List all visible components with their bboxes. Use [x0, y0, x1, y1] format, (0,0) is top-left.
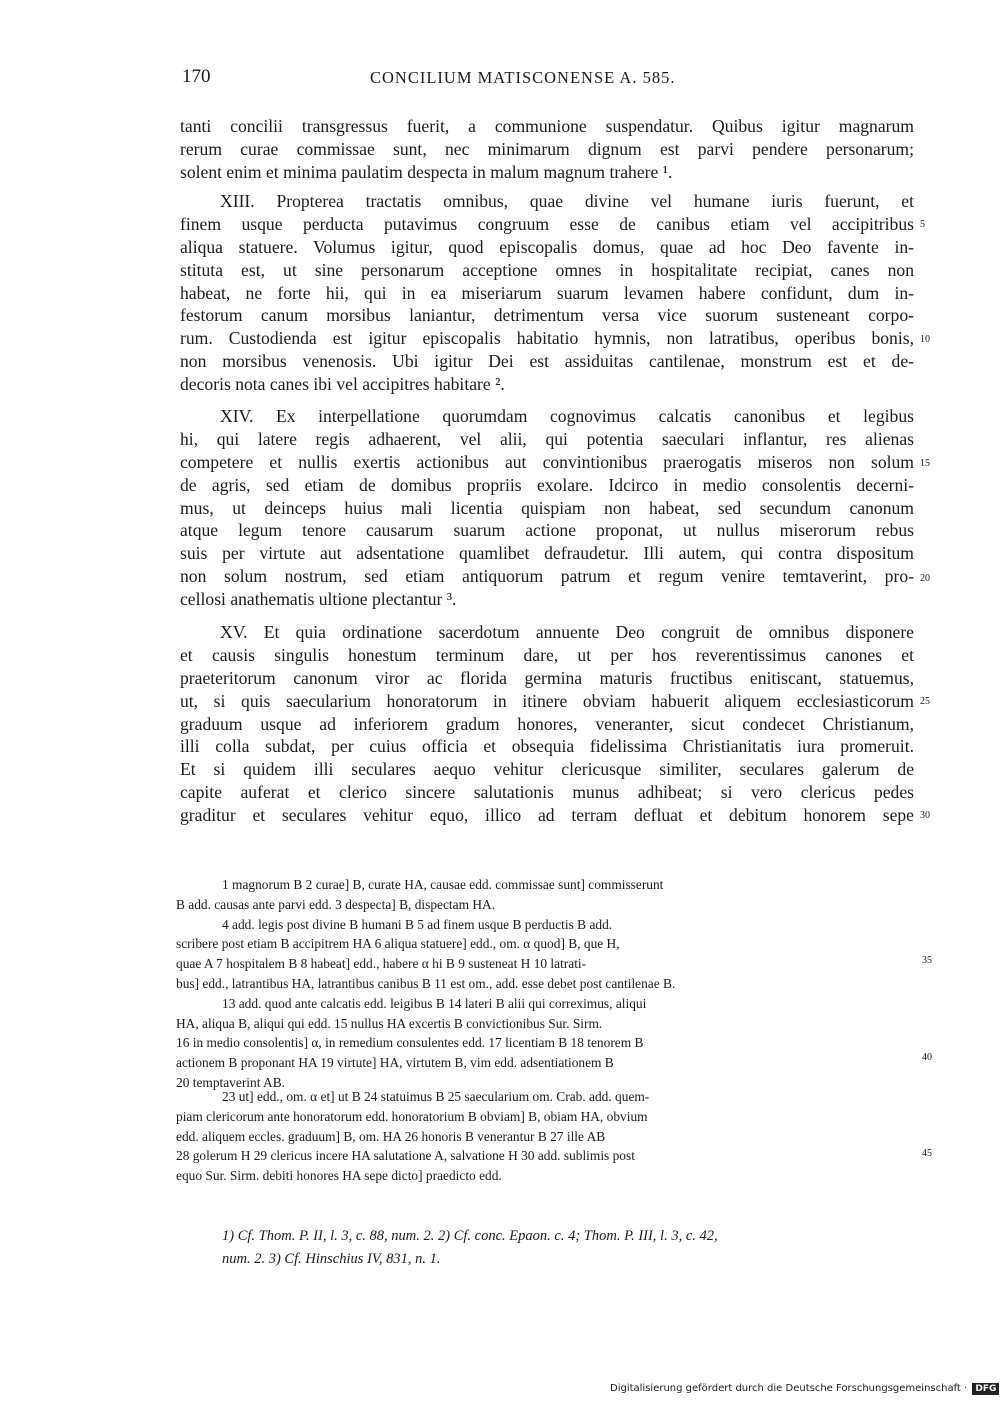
apparatus-line: bus] edd., latrantibus HA, latrantibus canibus B 11 est om., add. esse debet post cantilenae B.	[176, 975, 676, 991]
apparatus-line: 16 in medio consolentis] α, in remedium consulentes edd. 17 licentiam B 18 tenorem B	[176, 1035, 644, 1051]
text-line: hi, qui latere regis adhaerent, vel alii, qui potentia saeculari inflantur, res alienas	[180, 428, 914, 449]
line-number: 30	[920, 810, 930, 821]
apparatus-line: scribere post etiam B accipitrem HA 6 aliqua statuere] edd., om. α quod] B, que H,	[176, 936, 620, 952]
line-number: 25	[920, 696, 930, 707]
text-line: decoris nota canes ibi vel accipitres habitare ².	[180, 374, 505, 395]
text-line: atque legum tenore causarum suarum actione proponat, ut nullus miserorum rebus	[180, 520, 914, 541]
apparatus-line: 23 ut] edd., om. α et] ut B 24 statuimus B 25 saecularium om. Crab. add. quem-	[222, 1089, 650, 1104]
footnote-line: 1) Cf. Thom. P. II, l. 3, c. 88, num. 2. 2) Cf. conc. Epaon. c. 4; Thom. P. III, l. 3, c. 42,	[222, 1228, 718, 1244]
apparatus-line: B add. causas ante parvi edd. 3 despecta] B, dispectam HA.	[176, 896, 496, 912]
text-line: graditur et seculares vehitur equo, illico ad terram defluat et debitum honorem sepe	[180, 805, 914, 826]
critical-apparatus-2	[176, 1087, 914, 1186]
paragraph-xiii	[180, 190, 914, 396]
text-line: ut, si quis saecularium honoratorum in itinere obviam habuerit aliquem ecclesiasticorum	[180, 690, 914, 711]
text-line: de agris, sed etiam de domibus propriis exolare. Idcirco in medio consolentis decerni-	[180, 474, 914, 495]
text-line: mus, ut deinceps huius mali licentia quispiam non habeat, sed secundum canonum	[180, 497, 914, 518]
text-line: suis per virtute aut adsentatione quamlibet defraudetur. Illi autem, qui contra dispositum	[180, 543, 914, 564]
text-line: non morsibus venenosis. Ubi igitur Dei est assiduitas cantilenae, monstrum est et de-	[180, 351, 914, 372]
text-line: capite auferat et clerico sincere salutationis munus adhibeat; si vero clericus pedes	[180, 782, 914, 803]
text-line: rum. Custodienda est igitur episcopalis habitatio hymnis, non latratibus, operibus bonis,	[180, 328, 914, 349]
text-line: festorum canum morsibus laniantur, detrimentum versa vice suorum susteneant corpo-	[180, 305, 914, 326]
line-number: 15	[920, 458, 930, 469]
text-line: rerum curae commissae sunt, nec minimarum dignum est parvi pendere personarum;	[180, 138, 914, 159]
apparatus-line-number: 35	[922, 955, 932, 966]
text-line: finem usque perducta putavimus congruum esse de canibus etiam vel accipitribus	[180, 213, 914, 234]
text-line: non solum nostrum, sed etiam antiquorum patrum et regum venire temtaverint, pro-	[180, 566, 914, 587]
apparatus-line: edd. aliquem eccles. graduum] B, om. HA 26 honoris B venerantur B 27 ille AB	[176, 1128, 606, 1144]
digitization-credit	[610, 1382, 995, 1396]
apparatus-line: HA, aliqua B, aliqui qui edd. 15 nullus HA excertis B convictionibus Sur. Sirm.	[176, 1015, 603, 1031]
credit-text: Digitalisierung gefördert durch die Deutsche Forschungsgemeinschaft ·	[610, 1383, 968, 1394]
text-line: competere et nullis exertis actionibus aut convintionibus praerogatis miseros non solum	[180, 451, 914, 472]
dfg-logo: DFG	[972, 1383, 999, 1395]
text-line: illi colla subdat, per cuius officia et obsequia fidelissima Christianitatis iura promeruit.	[180, 736, 914, 757]
text-line: graduum usque ad inferiorem gradum honores, veneranter, sicut condecet Christianum,	[180, 713, 914, 734]
text-line: XIV. Ex interpellatione quorumdam cognovimus calcatis canonibus et legibus	[220, 406, 914, 426]
apparatus-line: 28 golerum H 29 clericus incere HA salutatione A, salvatione H 30 add. sublimis post	[176, 1148, 635, 1164]
text-line: stituta est, ut sine personarum acceptione omnes in hospitalitate recipiat, canes non	[180, 259, 914, 280]
apparatus-line: 20 temptaverint AB.	[176, 1074, 285, 1090]
text-line: cellosi anathematis ultione plectantur ³.	[180, 589, 457, 610]
critical-apparatus-1	[176, 875, 914, 1093]
page-number: 170	[182, 66, 211, 87]
text-line: Et si quidem illi seculares aequo vehitur clericusque similiter, seculares galerum de	[180, 759, 914, 780]
apparatus-line: 1 magnorum B 2 curae] B, curate HA, causae edd. commissae sunt] commisserunt	[222, 877, 664, 892]
text-line: solent enim et minima paulatim despecta in malum magnum trahere ¹.	[180, 161, 673, 182]
paragraph-xv	[180, 621, 914, 827]
text-line: aliqua statuere. Volumus igitur, quod episcopalis domus, quae ad hoc Deo favente in-	[180, 236, 914, 257]
apparatus-line: quae A 7 hospitalem B 8 habeat] edd., habere α hi B 9 susteneat H 10 latrati-	[176, 956, 587, 972]
apparatus-line-number: 40	[922, 1052, 932, 1063]
text-line: habeat, ne forte hii, qui in ea miseriarum suarum levamen habere confidunt, dum in-	[180, 282, 914, 303]
apparatus-line: equo Sur. Sirm. debiti honores HA sepe dicto] praedicto edd.	[176, 1168, 502, 1184]
text-line: et causis singulis honestum terminum dare, ut per hos reverentissimus canones et	[180, 644, 914, 665]
apparatus-line: 13 add. quod ante calcatis edd. leigibus B 14 lateri B alii qui correximus, aliqui	[222, 995, 647, 1011]
line-number: 20	[920, 573, 930, 584]
apparatus-line-number: 45	[922, 1148, 932, 1159]
footnote-line: num. 2. 3) Cf. Hinschius IV, 831, n. 1.	[222, 1251, 441, 1267]
text-line: XIII. Propterea tractatis omnibus, quae divine vel humane iuris fuerunt, et	[220, 191, 914, 211]
text-line: XV. Et quia ordinatione sacerdotum annuente Deo congruit de omnibus disponere	[220, 622, 914, 642]
apparatus-line: piam clericorum ante honoratorum edd. honoratorium B obviam] B, obiam HA, obvium	[176, 1108, 648, 1124]
text-line: tanti concilii transgressus fuerit, a communione suspendatur. Quibus igitur magnarum	[180, 116, 914, 136]
line-number: 5	[920, 219, 925, 230]
paragraph-intro	[180, 115, 914, 184]
apparatus-line: actionem B proponant HA 19 virtute] HA, virtutem B, vim edd. adsentiationem B	[176, 1055, 614, 1071]
text-line: praeteritorum canonum viror ac florida germina maturis fructibus enitiscant, statuemus,	[180, 667, 914, 688]
running-title: CONCILIUM MATISCONENSE A. 585.	[370, 68, 676, 87]
footnotes	[222, 1225, 718, 1271]
paragraph-xiv	[180, 405, 914, 611]
line-number: 10	[920, 334, 930, 345]
apparatus-line: 4 add. legis post divine B humani B 5 ad finem usque B perductis B add.	[222, 916, 613, 932]
